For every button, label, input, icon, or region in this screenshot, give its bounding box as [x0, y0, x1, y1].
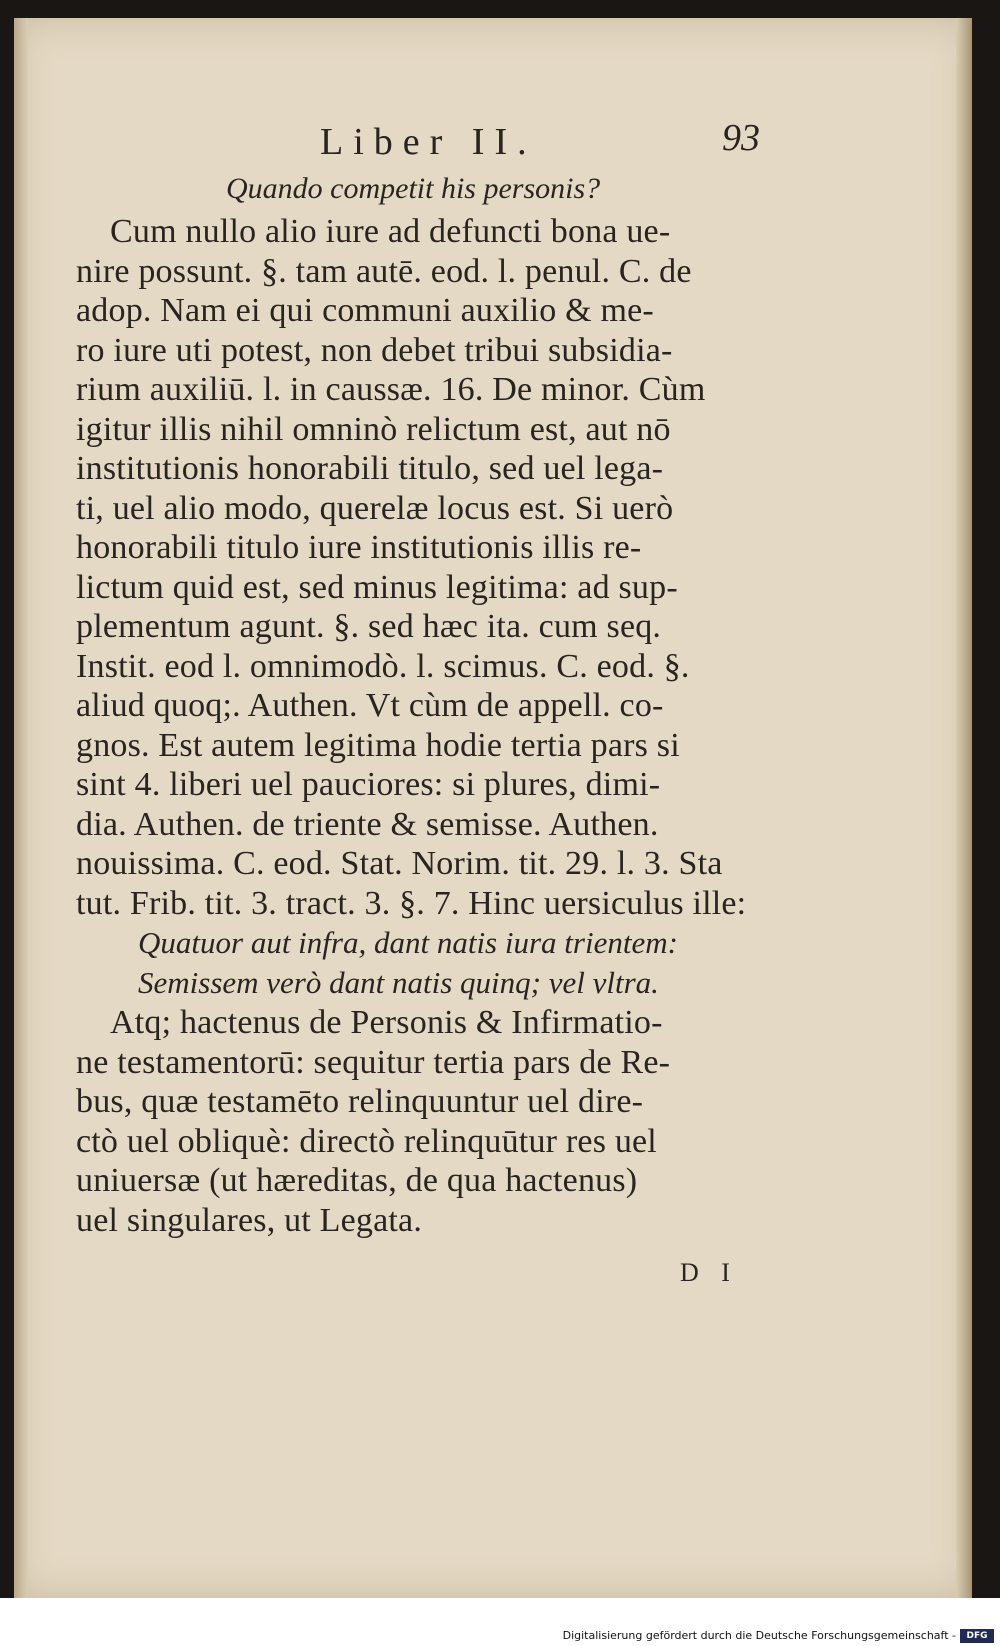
text-line: rium auxiliū. l. in caussæ. 16. De minor. Cùm [76, 371, 706, 408]
text-line: Cum nullo alio iure ad defuncti bona ue- [110, 213, 671, 250]
text-line: tut. Frib. tit. 3. tract. 3. §. 7. Hinc uersiculus ille: [76, 884, 747, 922]
verse-block [76, 923, 766, 1003]
text-line: sint 4. liberi uel pauciores: si plures, dimi- [76, 766, 661, 803]
page-header [300, 112, 760, 162]
question-heading: Quando competit his personis? [226, 172, 601, 205]
text-line: ro iure uti potest, non debet tribui subsidia- [76, 331, 673, 369]
verse-line: Semissem verò dant natis quinq; vel vltra. [138, 965, 659, 1000]
text-line: Instit. eod l. omnimodò. l. scimus. C. eod. §. [76, 647, 690, 685]
text-line: dia. Authen. de triente & semisse. Authen. [76, 805, 659, 843]
text-line: uel singulares, ut Legata. [76, 1201, 423, 1239]
text-line: nouissima. C. eod. Stat. Norim. tit. 29. l. 3. Sta [76, 845, 723, 882]
text-line: ne testamentorū: sequitur tertia pars de Re- [76, 1043, 671, 1081]
footer-bar [0, 1598, 1000, 1646]
dfg-logo: DFG [960, 1629, 994, 1643]
verse-line: Quatuor aut infra, dant natis iura trientem: [138, 925, 678, 960]
text-line: uniuersæ (ut hæreditas, de qua hactenus) [76, 1162, 638, 1199]
text-line: institutionis honorabili titulo, sed uel lega- [76, 450, 664, 487]
text-line: bus, quæ testamēto relinquuntur uel dire- [76, 1083, 644, 1120]
page-edge [14, 18, 28, 1598]
paragraph-1 [76, 212, 766, 923]
funding-credit: Digitalisierung gefördert durch die Deutsche Forschungsgemeinschaft - [562, 1629, 956, 1642]
page-number: 93 [722, 117, 760, 159]
text-line: ti, uel alio modo, querelæ locus est. Si uerò [76, 489, 674, 527]
text-line: Atq; hactenus de Personis & Infirmatio- [110, 1004, 663, 1041]
text-line: honorabili titulo iure institutionis illis re- [76, 529, 642, 566]
text-line: nire possunt. §. tam autē. eod. l. penul. C. de [76, 252, 692, 290]
text-line: adop. Nam ei qui communi auxilio & me- [76, 292, 654, 329]
signature-mark: D I [680, 1258, 738, 1287]
text-line: igitur illis nihil omninò relictum est, aut nō [76, 410, 671, 448]
text-line: lictum quid est, sed minus legitima: ad sup- [76, 568, 678, 606]
page-body [76, 170, 766, 1240]
page-gutter [956, 18, 972, 1598]
text-line: aliud quoq;. Authen. Vt cùm de appell. co- [76, 687, 664, 724]
running-head: Liber II. [320, 121, 537, 163]
text-line: ctò uel obliquè: directò relinquūtur res uel [76, 1122, 657, 1160]
paragraph-2 [76, 1003, 766, 1240]
text-line: plementum agunt. §. sed hæc ita. cum seq. [76, 608, 662, 645]
text-line: gnos. Est autem legitima hodie tertia pars si [76, 726, 680, 764]
